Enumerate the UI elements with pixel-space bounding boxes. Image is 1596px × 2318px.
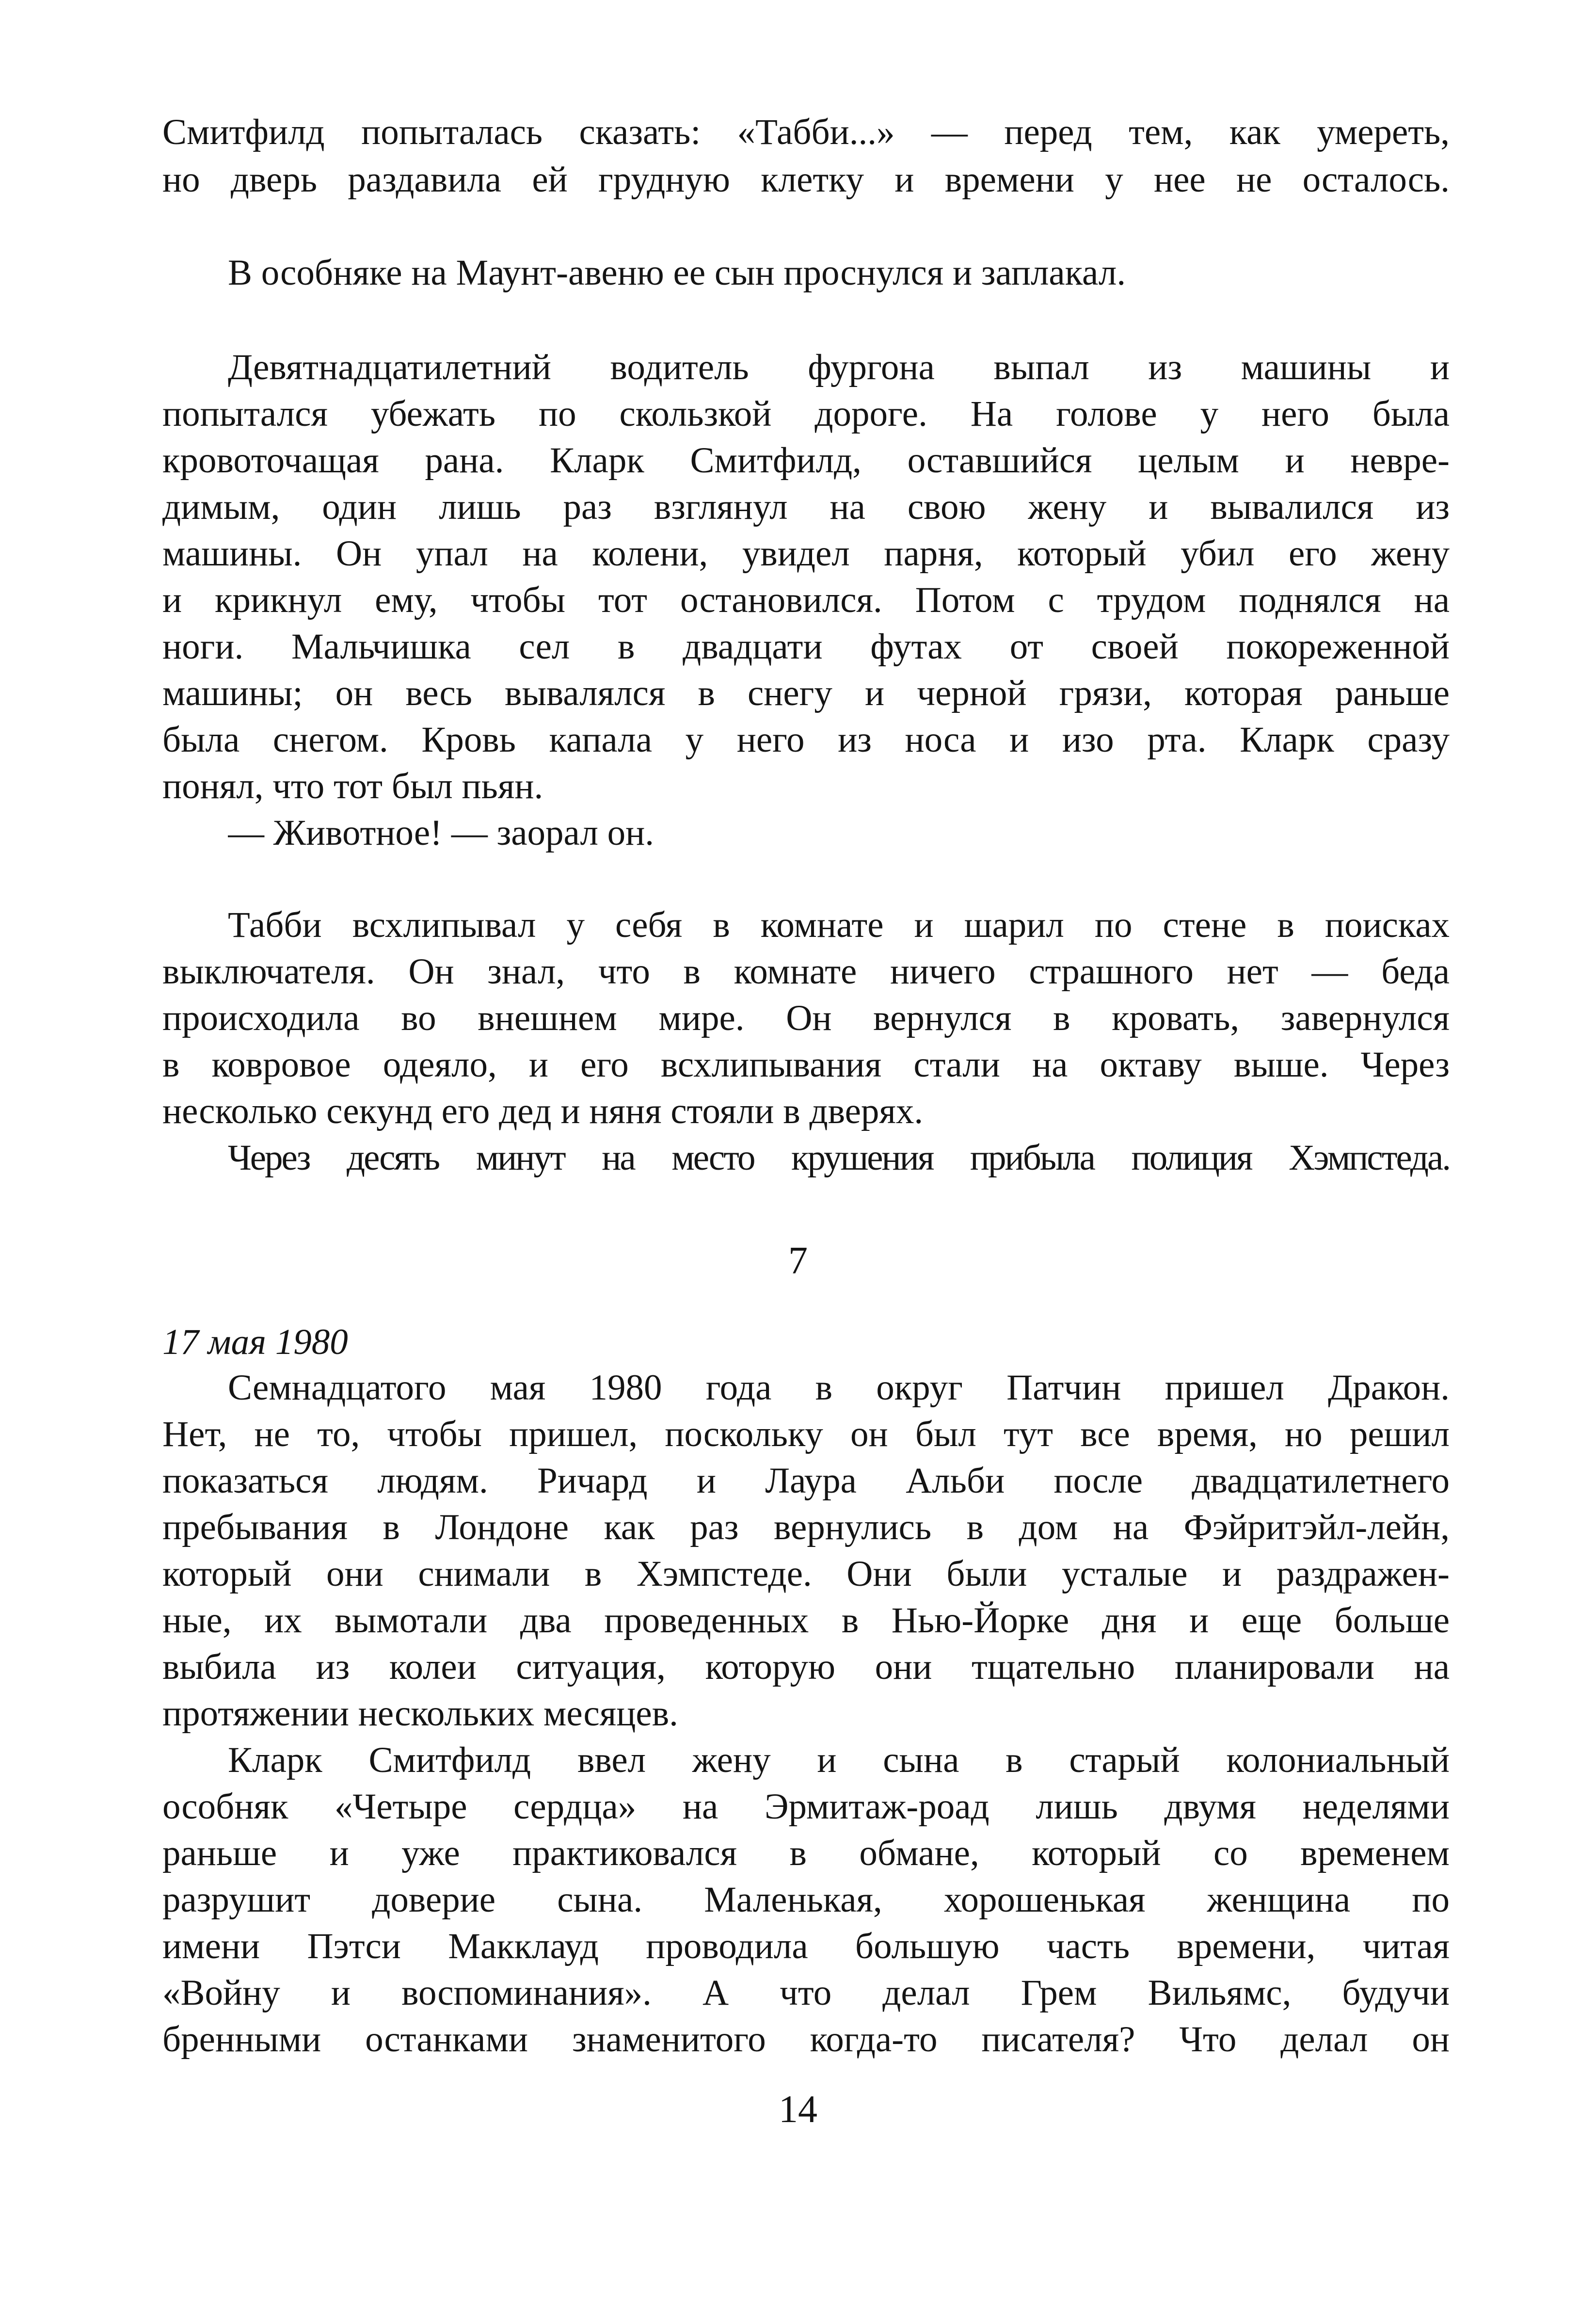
text-line: раньше и уже практиковался в обмане, который со временем [162, 1833, 1450, 1873]
text-line: ноги. Мальчишка сел в двадцати футах от своей покореженной [162, 627, 1450, 667]
text-line: имени Пэтси Макклауд проводила большую часть времени, читая [162, 1926, 1450, 1966]
text-line: разрушит доверие сына. Маленькая, хорошенькая женщина по [162, 1880, 1450, 1920]
text-line: протяжении нескольких месяцев. [162, 1693, 678, 1734]
text-line: в ковровое одеяло, и его всхлипывания стали на октаву выше. Через [162, 1045, 1450, 1085]
text-line: который они снимали в Хэмпстеде. Они были усталые и раздражен- [162, 1554, 1450, 1594]
text-line: понял, что тот был пьян. [162, 766, 543, 806]
text-line: была снегом. Кровь капала у него из носа и изо рта. Кларк сразу [162, 720, 1450, 760]
date-heading: 17 мая 1980 [162, 1322, 348, 1362]
text-line: но дверь раздавила ей грудную клетку и времени у нее не осталось. [162, 160, 1450, 200]
text-line: машины. Он упал на колени, увидел парня, который убил его жену [162, 533, 1450, 574]
text-line: — Животное! — заорал он. [228, 813, 654, 853]
text-line: Кларк Смитфилд ввел жену и сына в старый колониальный [228, 1740, 1450, 1780]
text-line: происходила во внешнем мире. Он вернулся в кровать, завернулся [162, 998, 1450, 1038]
text-line: В особняке на Маунт-авеню ее сын проснулся и заплакал. [228, 253, 1126, 293]
text-line: выключателя. Он знал, что в комнате ничего страшного нет — беда [162, 951, 1450, 992]
text-line: Семнадцатого мая 1980 года в округ Патчин пришел Дракон. [228, 1368, 1450, 1408]
text-line: несколько секунд его дед и няня стояли в дверях. [162, 1091, 924, 1131]
text-line: Смитфилд попыталась сказать: «Табби...» — перед тем, как умереть, [162, 112, 1450, 152]
text-line: машины; он весь вывалялся в снегу и черной грязи, которая раньше [162, 673, 1450, 713]
text-line: Табби всхлипывал у себя в комнате и шарил по стене в поисках [228, 905, 1450, 945]
text-line: димым, один лишь раз взглянул на свою жену и вывалился из [162, 487, 1450, 527]
text-line: ные, их вымотали два проведенных в Нью-Йорке дня и еще больше [162, 1600, 1450, 1641]
text-line: выбила из колеи ситуация, которую они тщательно планировали на [162, 1647, 1450, 1687]
text-line: кровоточащая рана. Кларк Смитфилд, оставшийся целым и невре- [162, 440, 1450, 481]
text-line: Нет, не то, чтобы пришел, поскольку он был тут все время, но решил [162, 1414, 1450, 1454]
text-line: Девятнадцатилетний водитель фургона выпал из машины и [228, 347, 1450, 387]
page-number: 14 [779, 2088, 817, 2131]
text-line: попытался убежать по скользкой дороге. На голове у него была [162, 394, 1450, 434]
text-line: пребывания в Лондоне как раз вернулись в дом на Фэйритэйл-лейн, [162, 1507, 1450, 1547]
text-line: «Войну и воспоминания». А что делал Грем Вильямс, будучи [162, 1973, 1450, 2013]
text-line: и крикнул ему, чтобы тот остановился. Потом с трудом поднялся на [162, 580, 1450, 620]
chapter-number: 7 [788, 1239, 808, 1282]
text-line: Через десять минут на место крушения прибыла полиция Хэмпстеда. [228, 1138, 1450, 1178]
text-line: показаться людям. Ричард и Лаура Альби после двадцатилетнего [162, 1461, 1450, 1501]
text-line: бренными останками знаменитого когда-то писателя? Что делал он [162, 2019, 1450, 2060]
text-line: особняк «Четыре сердца» на Эрмитаж-роад лишь двумя неделями [162, 1787, 1450, 1827]
